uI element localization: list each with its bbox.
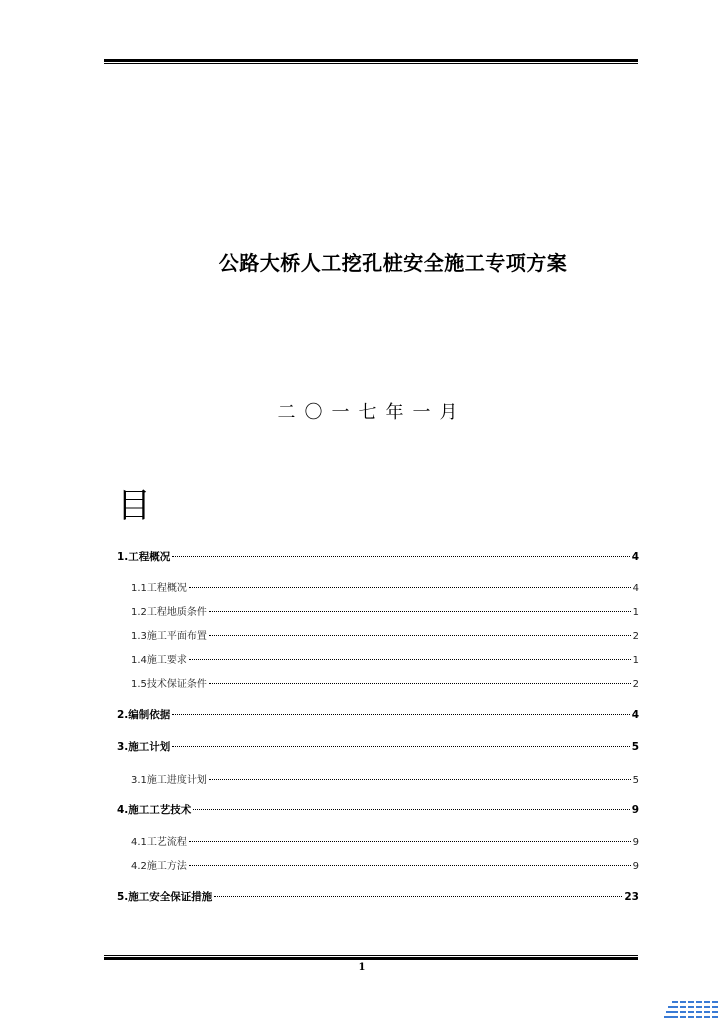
watermark-logo-icon (664, 1000, 720, 1022)
toc-dot-leader (189, 865, 631, 866)
toc-entry-number: 1.2 (131, 607, 147, 618)
toc-entry-number: 1.5 (131, 679, 147, 690)
toc-entry-label: 施工安全保证措施 (128, 891, 213, 903)
toc-dot-leader (209, 611, 631, 612)
toc-entry-label: 施工平面布置 (146, 631, 207, 642)
toc-entry-label: 工艺流程 (146, 837, 187, 848)
toc-entry-number: 1.3 (131, 631, 147, 642)
toc-entry-5[interactable] (117, 889, 639, 904)
toc-entry-label: 工程概况 (146, 583, 187, 594)
toc-entry-2[interactable] (117, 707, 639, 722)
toc-entry-label: 工程地质条件 (146, 607, 207, 618)
toc-entry-page: 9 (632, 837, 639, 848)
toc-entry-1-3[interactable] (131, 627, 639, 642)
toc-dot-leader (189, 587, 631, 588)
toc-entry-number: 1.4 (131, 655, 147, 666)
document-date: 二〇一七年一月 (277, 402, 467, 423)
toc-entry-label: 技术保证条件 (146, 679, 207, 690)
toc-entry-3-1[interactable] (131, 771, 639, 786)
toc-dot-leader (209, 779, 631, 780)
toc-entry-page: 2 (632, 631, 639, 642)
toc-heading: 目 (117, 486, 151, 526)
toc-entry-label: 施工要求 (146, 655, 187, 666)
toc-entry-page: 4 (631, 709, 639, 721)
toc-dot-leader (189, 841, 631, 842)
toc-entry-page: 9 (632, 861, 639, 872)
toc-entry-label: 施工计划 (128, 741, 171, 753)
toc-entry-page: 5 (632, 775, 639, 786)
header-rule (104, 59, 638, 64)
toc-dot-leader (209, 683, 631, 684)
toc-entry-4-2[interactable] (131, 857, 639, 872)
toc-dot-leader (193, 809, 629, 810)
toc-dot-leader (172, 746, 629, 747)
toc-dot-leader (189, 659, 631, 660)
toc-entry-label: 施工方法 (146, 861, 187, 872)
toc-entry-number: 1.1 (131, 583, 147, 594)
toc-entry-number: 5. (117, 891, 129, 903)
footer-rule (104, 955, 638, 960)
toc-entry-page: 9 (631, 804, 639, 816)
toc-entry-4[interactable] (117, 802, 639, 817)
toc-entry-1-4[interactable] (131, 651, 639, 666)
toc-entry-page: 4 (631, 551, 639, 563)
toc-dot-leader (214, 896, 622, 897)
toc-entry-number: 4.2 (131, 861, 147, 872)
toc-entry-page: 4 (632, 583, 639, 594)
toc-entry-label: 编制依据 (128, 709, 171, 721)
toc-dot-leader (172, 714, 629, 715)
toc-entry-1-2[interactable] (131, 603, 639, 618)
toc-entry-label: 工程概况 (128, 551, 171, 563)
toc-entry-3[interactable] (117, 739, 639, 754)
toc-dot-leader (209, 635, 631, 636)
toc-entry-number: 2. (117, 709, 129, 721)
toc-entry-number: 4.1 (131, 837, 147, 848)
toc-entry-1-5[interactable] (131, 675, 639, 690)
toc-dot-leader (172, 556, 629, 557)
toc-entry-label: 施工工艺技术 (128, 804, 192, 816)
toc-entry-1[interactable] (117, 549, 639, 564)
toc-entry-number: 4. (117, 804, 129, 816)
toc-entry-page: 23 (624, 891, 639, 903)
toc-entry-page: 1 (632, 655, 639, 666)
toc-entry-4-1[interactable] (131, 833, 639, 848)
toc-entry-page: 1 (632, 607, 639, 618)
toc-entry-number: 3. (117, 741, 129, 753)
toc-entry-label: 施工进度计划 (146, 775, 207, 786)
toc-entry-number: 3.1 (131, 775, 147, 786)
page-number: 1 (358, 962, 366, 973)
toc-entry-number: 1. (117, 551, 129, 563)
toc-entry-page: 2 (632, 679, 639, 690)
document-title: 公路大桥人工挖孔桩安全施工专项方案 (218, 251, 568, 275)
toc-entry-page: 5 (631, 741, 639, 753)
toc-entry-1-1[interactable] (131, 579, 639, 594)
